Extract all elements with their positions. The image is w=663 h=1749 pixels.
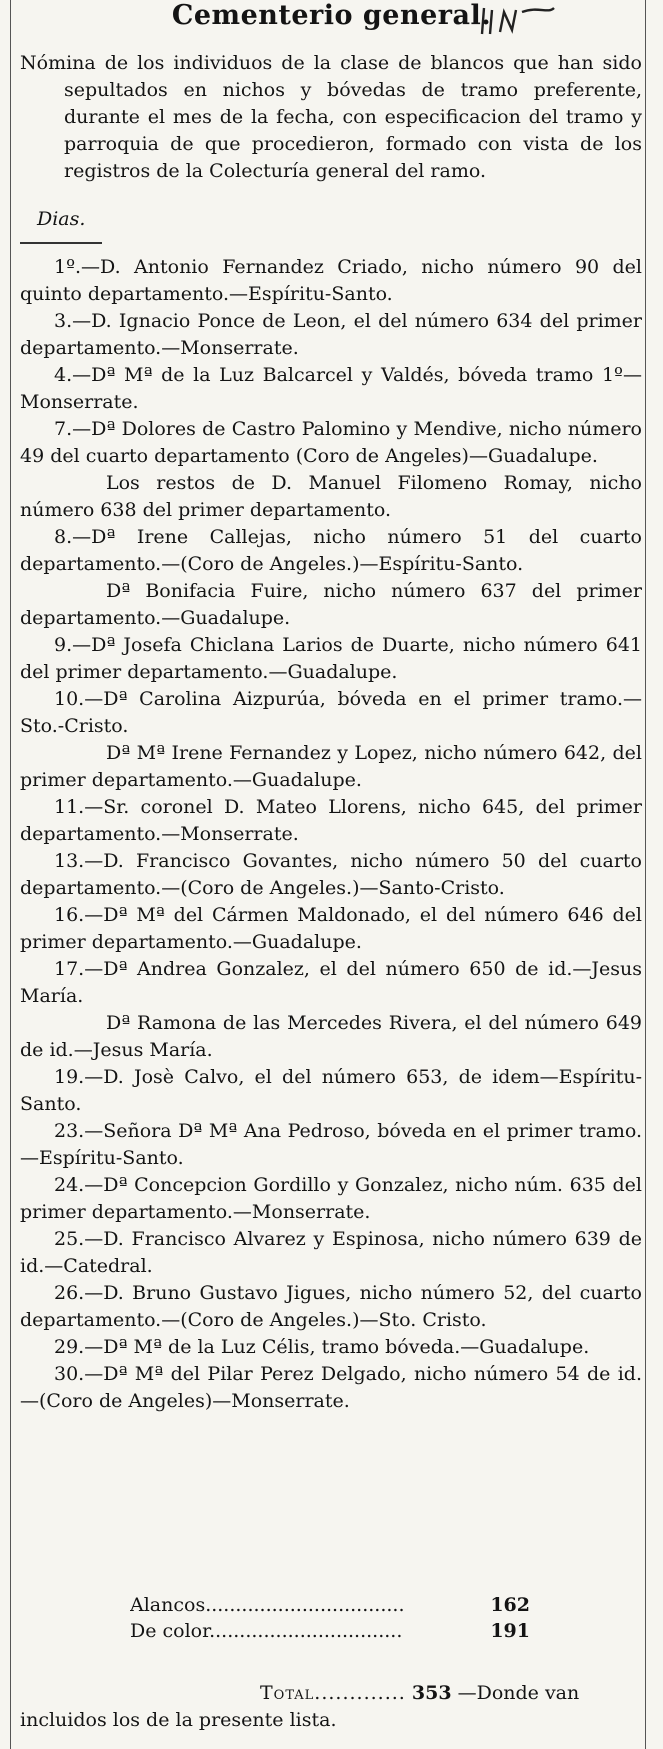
list-item: 24.—Dª Concepcion Gordillo y Gonzalez, nicho núm. 635 del primer departamento.—Monserrate.: [20, 1174, 642, 1223]
totals-value: 191: [490, 1620, 530, 1642]
totals-value: 162: [490, 1594, 530, 1616]
handwritten-ink-mark: [478, 4, 560, 38]
intro-text: Nómina de los individuos de la clase de blancos que han sido sepultados en nichos y bóvedas de tramo preferente, durante el mes de la fecha, con especificacion del tramo y parroquia de que procedieron, formado con vista de los registros de la Colecturía general del ramo.: [20, 52, 642, 182]
list-item: 30.—Dª Mª del Pilar Perez Delgado, nicho número 54 de id.—(Coro de Angeles)—Monserrate.: [20, 1363, 642, 1412]
totals-table: [130, 1592, 590, 1644]
list-item: Los restos de D. Manuel Filomeno Romay, nicho número 638 del primer departamento.: [20, 472, 642, 521]
burial-list: [20, 254, 642, 1415]
list-item: 29.—Dª Mª de la Luz Célis, tramo bóveda.—Guadalupe.: [54, 1336, 590, 1358]
list-item: 13.—D. Francisco Govantes, nicho número 50 del cuarto departamento.—(Coro de Angeles.)—Santo-Cristo.: [20, 850, 642, 899]
intro-paragraph: [20, 50, 642, 185]
list-item: 26.—D. Bruno Gustavo Jigues, nicho número 52, del cuarto departamento.—(Coro de Angeles.)—Sto. Cristo.: [20, 1282, 642, 1331]
list-item: 17.—Dª Andrea Gonzalez, el del número 650 de id.—Jesus María.: [20, 958, 642, 1007]
list-item: 25.—D. Francisco Alvarez y Espinosa, nicho número 639 de id.—Catedral.: [20, 1228, 642, 1277]
totals-row: [130, 1592, 590, 1618]
list-item: 16.—Dª Mª del Cármen Maldonado, el del número 646 del primer departamento.—Guadalupe.: [20, 904, 642, 953]
grand-total-value: 353: [411, 1682, 452, 1704]
page-title: Cementerio general.: [171, 0, 492, 31]
grand-total-label: Total.............: [260, 1682, 406, 1704]
column-rule-right: [645, 0, 646, 1749]
totals-label: Alancos.................................: [130, 1594, 405, 1616]
list-item: Dª Ramona de las Mercedes Rivera, el del número 649 de id.—Jesus María.: [20, 1012, 642, 1061]
list-item: 11.—Sr. coronel D. Mateo Llorens, nicho 645, del primer departamento.—Monserrate.: [20, 796, 642, 845]
list-item: Dª Bonifacia Fuire, nicho número 637 del primer departamento.—Guadalupe.: [20, 580, 642, 629]
list-item: 23.—Señora Dª Mª Ana Pedroso, bóveda en el primer tramo.—Espíritu-Santo.: [20, 1120, 642, 1169]
list-item: Dª Mª Irene Fernandez y Lopez, nicho número 642, del primer departamento.—Guadalupe.: [20, 742, 642, 791]
list-item: 9.—Dª Josefa Chiclana Larios de Duarte, nicho número 641 del primer departamento.—Guadalupe.: [20, 634, 642, 683]
list-item: 3.—D. Ignacio Ponce de Leon, el del número 634 del primer departamento.—Monserrate.: [20, 310, 642, 359]
list-item: 1º.—D. Antonio Fernandez Criado, nicho número 90 del quinto departamento.—Espíritu-Santo.: [20, 256, 642, 305]
list-item: 10.—Dª Carolina Aizpurúa, bóveda en el primer tramo.—Sto.-Cristo.: [20, 688, 642, 737]
section-separator: [20, 242, 102, 244]
totals-row: [130, 1618, 590, 1644]
dias-label: Dias.: [37, 208, 86, 230]
list-item: 7.—Dª Dolores de Castro Palomino y Mendive, nicho número 49 del cuarto departamento (Coro de Angeles)—Guadalupe.: [20, 418, 642, 467]
list-item: 8.—Dª Irene Callejas, nicho número 51 del cuarto departamento.—(Coro de Angeles.)—Espíritu-Santo.: [20, 526, 642, 575]
list-item: 4.—Dª Mª de la Luz Balcarcel y Valdés, bóveda tramo 1º—Monserrate.: [20, 364, 642, 413]
totals-label: De color................................: [130, 1620, 403, 1642]
column-rule-left: [10, 0, 11, 1749]
grand-total-note: —Donde van incluidos los de la presente lista.: [20, 1682, 580, 1731]
grand-total: [20, 1680, 642, 1734]
list-item: 19.—D. Josè Calvo, el del número 653, de idem—Espíritu-Santo.: [20, 1066, 642, 1115]
